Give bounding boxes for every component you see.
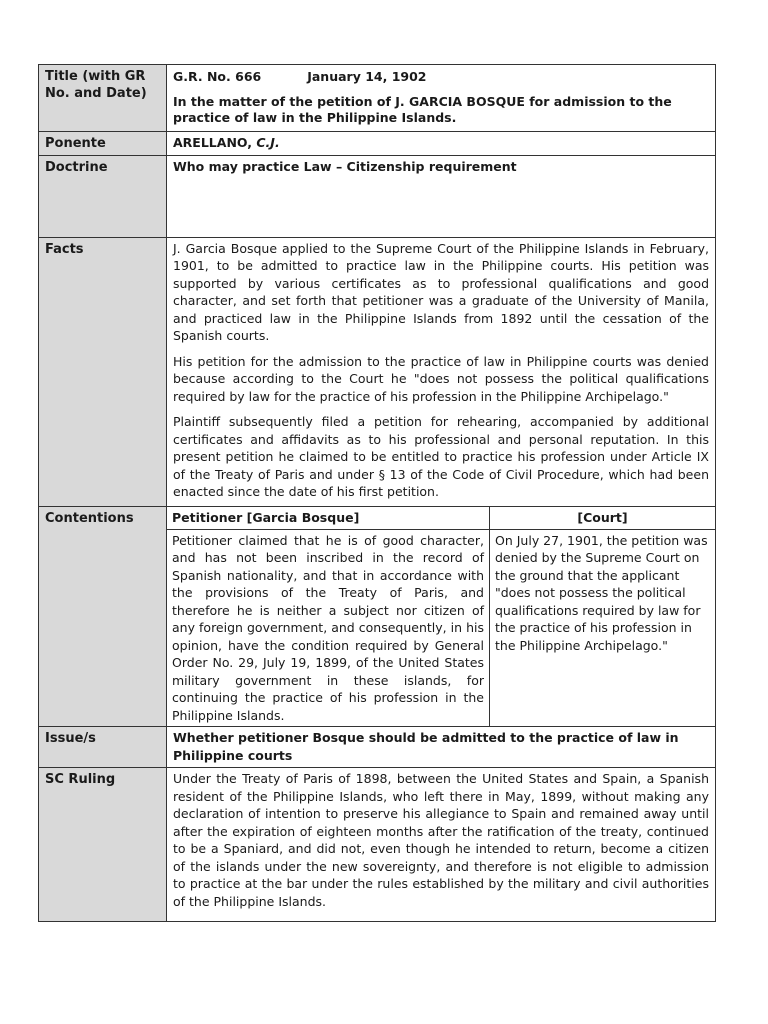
court-contention: On July 27, 1901, the petition was denied by the Supreme Court on the ground that the applicant "does not possess the political qualifications required by law for the practice of his profession in the Philippine Archipelago." (490, 529, 716, 726)
ruling-row (39, 768, 716, 922)
doctrine-text: Who may practice Law – Citizenship requirement (167, 155, 716, 237)
contentions-row (39, 506, 716, 727)
petitioner-header: Petitioner [Garcia Bosque] (167, 507, 490, 530)
contentions-label: Contentions (39, 506, 167, 727)
contentions-table (167, 507, 715, 727)
facts-paragraph: J. Garcia Bosque applied to the Supreme Court of the Philippine Islands in February, 1901, to be admitted to practice law in the Philippine courts. His petition was supported by various certificates as to professional qualifications and good character, and set forth that petitioner was a graduate of the University of Manila, and practiced law in the Philippine Islands from 1892 until the cessation of the Spanish courts. (173, 240, 709, 343)
issues-label: Issue/s (39, 727, 167, 768)
ponente-row (39, 131, 716, 155)
facts-label: Facts (39, 237, 167, 506)
issues-text: Whether petitioner Bosque should be admitted to the practice of law in Philippine courts (167, 727, 716, 768)
ruling-text: Under the Treaty of Paris of 1898, between the United States and Spain, a Spanish resident of the Philippine Islands, who left there in May, 1899, without making any declaration of intention to preserve his allegiance to Spain and remained away until after the expiration of eighteen months after the ratification of the treaty, continued to be a Spaniard, and did not, even though he intended to return, become a citizen of the islands under the new sovereignty, and therefore is not eligible to admission to practice at the bar under the rules established by the military and civil authorities of the Philippine Islands. (173, 771, 709, 909)
ponente-suffix: C.J. (256, 134, 280, 150)
ruling-cell (167, 768, 716, 922)
doctrine-label: Doctrine (39, 155, 167, 237)
contentions-cell (167, 506, 716, 727)
case-title: In the matter of the petition of J. GARCIA BOSQUE for admission to the practice of law in the Philippine Islands. (173, 93, 672, 125)
petitioner-contention: Petitioner claimed that he is of good character, and has not been inscribed in the record of Spanish nationality, and that in accordance with the provisions of the Treaty of Paris, and therefore he is neither a subject nor citizen of any foreign government, and consequently, in his opinion, have the condition required by General Order No. 29, July 19, 1899, of the United States military government in these islands, for continuing the practice of his profession in the Philippine Islands. (167, 529, 490, 726)
doctrine-row (39, 155, 716, 237)
facts-paragraph: His petition for the admission to the practice of law in Philippine courts was denied because according to the Court he "does not possess the political qualifications required by law for the practice of his profession in the Philippine Archipelago." (173, 353, 709, 404)
ponente-label: Ponente (39, 131, 167, 155)
issues-row (39, 727, 716, 768)
gr-number: G.R. No. 666 (173, 69, 262, 84)
title-row (39, 65, 716, 132)
title-cell (167, 65, 716, 132)
court-header: [Court] (490, 507, 716, 530)
facts-row (39, 237, 716, 506)
ruling-label: SC Ruling (39, 768, 167, 922)
facts-paragraph: Plaintiff subsequently filed a petition for rehearing, accompanied by additional certificates and affidavits as to his professional and personal reputation. In this present petition he claimed to be entitled to practice his profession under Article IX of the Treaty of Paris and under § 13 of the Code of Civil Procedure, which had been enacted since the date of his first petition. (173, 414, 709, 499)
case-digest-table (38, 64, 716, 922)
title-label: Title (with GR No. and Date) (39, 65, 167, 132)
gr-line (173, 68, 709, 86)
ponente-name: ARELLANO, (173, 134, 253, 150)
facts-cell (167, 237, 716, 506)
decision-date: January 14, 1902 (307, 69, 427, 84)
ponente-cell (167, 131, 716, 155)
